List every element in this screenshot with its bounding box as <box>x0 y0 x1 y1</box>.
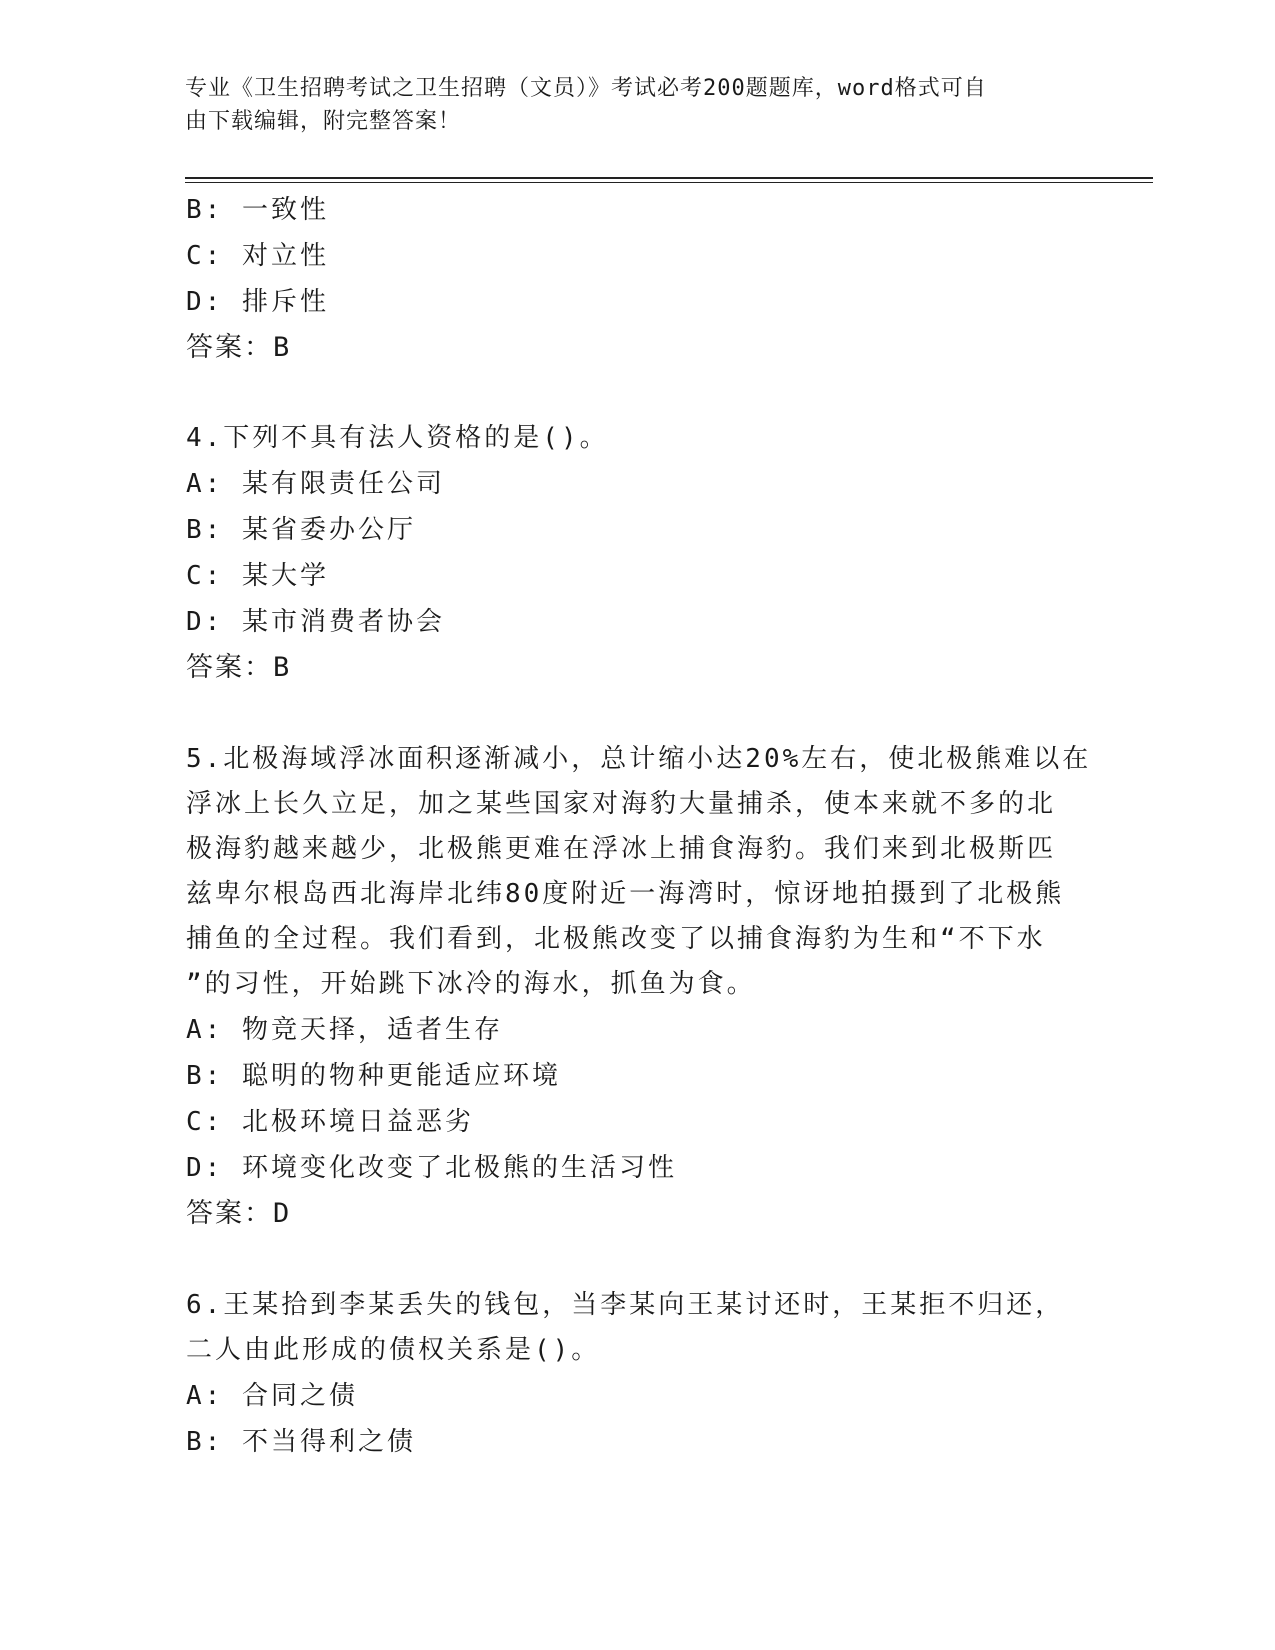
question-4 <box>186 415 1086 691</box>
option-c: C: 对立性 <box>186 241 329 271</box>
question-list <box>186 187 1092 1465</box>
question-stem-line: 浮冰上长久立足，加之某些国家对海豹大量捕杀，使本来就不多的北 <box>186 789 1057 819</box>
spacer <box>186 1237 1086 1283</box>
answer: 答案：B <box>186 652 292 683</box>
answer: 答案：D <box>186 1198 292 1229</box>
option-c: C: 某大学 <box>186 561 329 591</box>
option-b: B: 某省委办公厅 <box>186 515 416 545</box>
question-stem-line: 5.北极海域浮冰面积逐渐减小，总计缩小达20%左右，使北极熊难以在 <box>186 744 1092 774</box>
option-b: B: 聪明的物种更能适应环境 <box>186 1061 561 1091</box>
question-stem-line: 6.王某拾到李某丢失的钱包，当李某向王某讨还时，王某拒不归还， <box>186 1290 1065 1320</box>
option-a: A: 某有限责任公司 <box>186 469 445 499</box>
header-rule-thick <box>185 177 1153 179</box>
question-5 <box>186 737 1092 1237</box>
question-3-tail <box>186 187 1086 371</box>
question-stem-line: 捕鱼的全过程。我们看到，北极熊改变了以捕食海豹为生和“不下水 <box>186 924 1046 954</box>
answer: 答案：B <box>186 332 292 363</box>
option-b: B: 一致性 <box>186 195 329 225</box>
question-stem-line: ”的习性，开始跳下冰冷的海水，抓鱼为食。 <box>186 969 756 999</box>
question-stem-line: 兹卑尔根岛西北海岸北纬80度附近一海湾时，惊讶地拍摄到了北极熊 <box>186 879 1065 909</box>
spacer <box>186 691 1086 737</box>
header-rule-thin <box>185 182 1153 183</box>
option-a: A: 合同之债 <box>186 1381 358 1411</box>
option-c: C: 北极环境日益恶劣 <box>186 1107 474 1137</box>
option-a: A: 物竞天择，适者生存 <box>186 1015 503 1045</box>
header-line-2: 由下载编辑，附完整答案！ <box>185 109 462 134</box>
option-d: D: 环境变化改变了北极熊的生活习性 <box>186 1153 677 1183</box>
question-stem: 4.下列不具有法人资格的是()。 <box>186 423 609 453</box>
question-stem-line: 极海豹越来越少，北极熊更难在浮冰上捕食海豹。我们来到北极斯匹 <box>186 834 1057 864</box>
spacer <box>186 371 1086 415</box>
option-d: D: 某市消费者协会 <box>186 607 445 637</box>
header-line-1: 专业《卫生招聘考试之卫生招聘（文员）》考试必考200题题库，word格式可自 <box>185 76 987 101</box>
question-6 <box>186 1283 1086 1465</box>
question-stem-line: 二人由此形成的债权关系是()。 <box>186 1335 601 1365</box>
option-b: B: 不当得利之债 <box>186 1427 416 1457</box>
document-header <box>185 72 1065 138</box>
option-d: D: 排斥性 <box>186 287 329 317</box>
